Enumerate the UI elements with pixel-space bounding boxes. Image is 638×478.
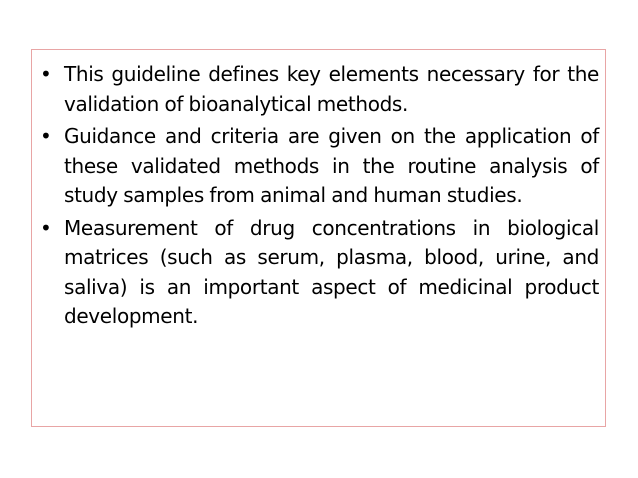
bullet-marker: • [40, 62, 52, 86]
bullet-item-1 [38, 60, 599, 119]
bullet-item-3 [38, 214, 599, 332]
bullet-marker: • [40, 124, 52, 148]
content-textbox [31, 49, 606, 427]
bullet-text: Measurement of drug concentrations in biological matrices (such as serum, plasma, blood, urine, and saliva) is an important aspect of medicinal product development. [64, 215, 599, 328]
bullet-text: This guideline defines key elements necessary for the validation of bioanalytical methods. [64, 62, 599, 116]
bullet-text: Guidance and criteria are given on the application of these validated methods in the routine analysis of study samples from animal and human studies. [64, 124, 599, 207]
bullet-list [38, 60, 599, 332]
bullet-marker: • [40, 215, 52, 240]
bullet-item-2 [38, 122, 599, 211]
